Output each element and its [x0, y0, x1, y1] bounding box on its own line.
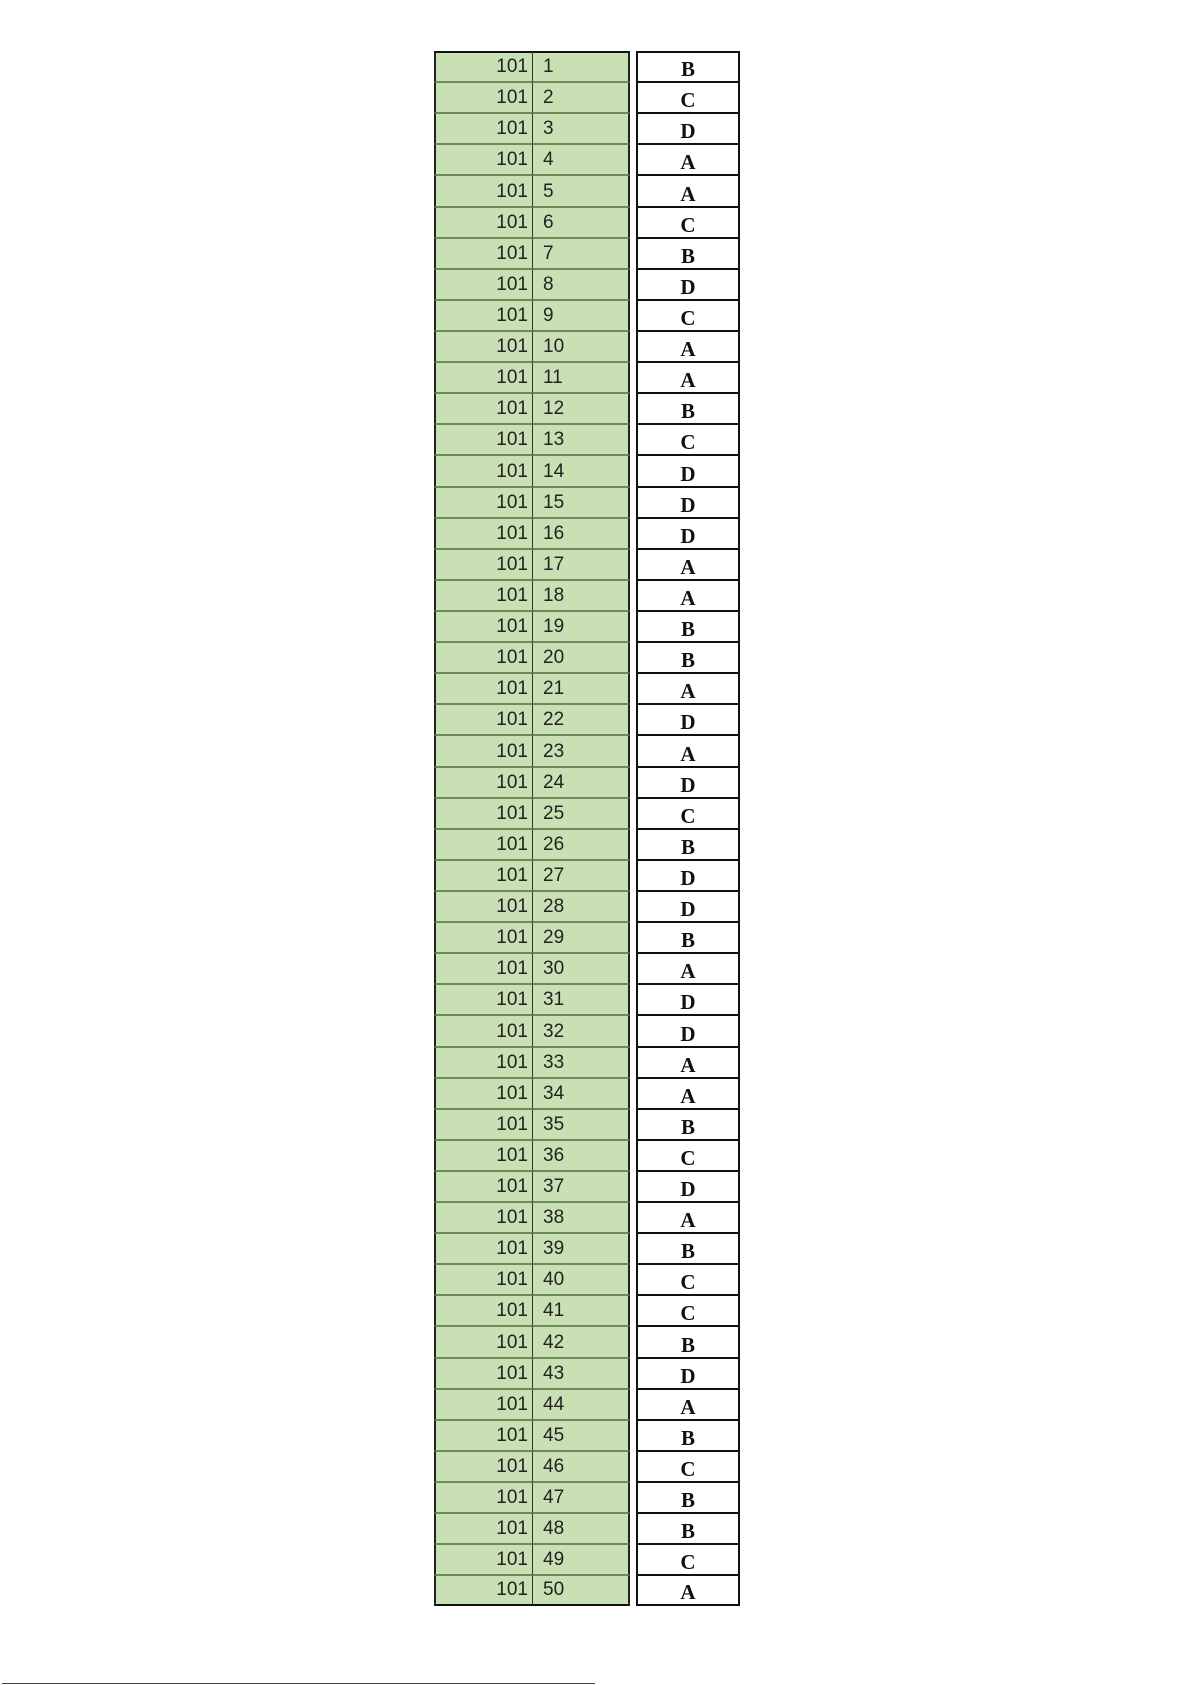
table-row: [434, 1233, 740, 1264]
exam-code-cell: 101: [434, 1015, 533, 1046]
question-number-cell: 23: [533, 735, 630, 766]
table-row: [434, 829, 740, 860]
exam-code-cell: 101: [434, 362, 533, 393]
table-row: [434, 735, 740, 766]
exam-code-cell: 101: [434, 269, 533, 300]
table-row: [434, 269, 740, 300]
question-number-cell: 10: [533, 331, 630, 362]
answer-cell: D: [636, 767, 740, 798]
question-number-cell: 9: [533, 300, 630, 331]
answer-cell: A: [636, 1047, 740, 1078]
table-row: [434, 767, 740, 798]
question-number-cell: 26: [533, 829, 630, 860]
question-number-cell: 28: [533, 891, 630, 922]
answer-cell: B: [636, 393, 740, 424]
table-row: [434, 238, 740, 269]
table-row: [434, 1015, 740, 1046]
exam-code-cell: 101: [434, 113, 533, 144]
answer-cell: A: [636, 735, 740, 766]
exam-code-cell: 101: [434, 704, 533, 735]
exam-code-cell: 101: [434, 1140, 533, 1171]
question-number-cell: 11: [533, 362, 630, 393]
question-number-cell: 19: [533, 611, 630, 642]
question-number-cell: 46: [533, 1451, 630, 1482]
table-row: [434, 1326, 740, 1357]
table-row: [434, 1109, 740, 1140]
question-number-cell: 5: [533, 175, 630, 206]
question-number-cell: 22: [533, 704, 630, 735]
exam-code-cell: 101: [434, 1482, 533, 1513]
question-number-cell: 7: [533, 238, 630, 269]
answer-cell: C: [636, 424, 740, 455]
question-number-cell: 42: [533, 1326, 630, 1357]
exam-code-cell: 101: [434, 829, 533, 860]
exam-code-cell: 101: [434, 1575, 533, 1606]
exam-code-cell: 101: [434, 1078, 533, 1109]
question-number-cell: 27: [533, 860, 630, 891]
exam-code-cell: 101: [434, 1451, 533, 1482]
table-row: [434, 1358, 740, 1389]
answer-cell: D: [636, 860, 740, 891]
exam-code-cell: 101: [434, 144, 533, 175]
question-number-cell: 21: [533, 673, 630, 704]
answer-cell: B: [636, 1109, 740, 1140]
table-row: [434, 704, 740, 735]
answer-cell: B: [636, 238, 740, 269]
exam-code-cell: 101: [434, 735, 533, 766]
table-row: [434, 953, 740, 984]
question-number-cell: 41: [533, 1295, 630, 1326]
table-row: [434, 51, 740, 82]
answer-cell: D: [636, 455, 740, 486]
question-number-cell: 38: [533, 1202, 630, 1233]
exam-code-cell: 101: [434, 1202, 533, 1233]
question-number-cell: 1: [533, 51, 630, 82]
answer-cell: A: [636, 673, 740, 704]
answer-cell: C: [636, 798, 740, 829]
exam-code-cell: 101: [434, 82, 533, 113]
question-number-cell: 29: [533, 922, 630, 953]
question-number-cell: 39: [533, 1233, 630, 1264]
exam-code-cell: 101: [434, 518, 533, 549]
table-row: [434, 860, 740, 891]
answer-cell: B: [636, 611, 740, 642]
table-row: [434, 207, 740, 238]
question-number-cell: 43: [533, 1358, 630, 1389]
exam-code-cell: 101: [434, 984, 533, 1015]
exam-code-cell: 101: [434, 1389, 533, 1420]
exam-code-cell: 101: [434, 455, 533, 486]
table-row: [434, 891, 740, 922]
answer-cell: B: [636, 829, 740, 860]
table-row: [434, 113, 740, 144]
question-number-cell: 34: [533, 1078, 630, 1109]
exam-code-cell: 101: [434, 1295, 533, 1326]
table-row: [434, 1451, 740, 1482]
answer-cell: D: [636, 891, 740, 922]
answer-cell: C: [636, 1140, 740, 1171]
exam-code-cell: 101: [434, 331, 533, 362]
exam-code-cell: 101: [434, 51, 533, 82]
exam-code-cell: 101: [434, 891, 533, 922]
question-number-cell: 37: [533, 1171, 630, 1202]
table-row: [434, 580, 740, 611]
question-number-cell: 18: [533, 580, 630, 611]
answer-cell: B: [636, 922, 740, 953]
question-number-cell: 33: [533, 1047, 630, 1078]
question-number-cell: 12: [533, 393, 630, 424]
table-row: [434, 984, 740, 1015]
answer-cell: A: [636, 1202, 740, 1233]
table-row: [434, 82, 740, 113]
question-number-cell: 14: [533, 455, 630, 486]
question-number-cell: 17: [533, 549, 630, 580]
table-row: [434, 611, 740, 642]
table-row: [434, 1420, 740, 1451]
answer-cell: C: [636, 82, 740, 113]
table-row: [434, 1140, 740, 1171]
question-number-cell: 32: [533, 1015, 630, 1046]
exam-code-cell: 101: [434, 1326, 533, 1357]
question-number-cell: 30: [533, 953, 630, 984]
answer-cell: D: [636, 984, 740, 1015]
exam-code-cell: 101: [434, 1513, 533, 1544]
exam-code-cell: 101: [434, 1358, 533, 1389]
table-row: [434, 1264, 740, 1295]
table-row: [434, 922, 740, 953]
table-row: [434, 144, 740, 175]
exam-code-cell: 101: [434, 953, 533, 984]
table-row: [434, 1389, 740, 1420]
answer-cell: A: [636, 1078, 740, 1109]
table-row: [434, 1575, 740, 1606]
answer-cell: B: [636, 1482, 740, 1513]
exam-code-cell: 101: [434, 1171, 533, 1202]
question-number-cell: 8: [533, 269, 630, 300]
table-row: [434, 642, 740, 673]
question-number-cell: 49: [533, 1544, 630, 1575]
answer-cell: D: [636, 518, 740, 549]
answer-cell: A: [636, 1389, 740, 1420]
answer-cell: A: [636, 144, 740, 175]
answer-cell: C: [636, 1544, 740, 1575]
exam-code-cell: 101: [434, 798, 533, 829]
table-row: [434, 798, 740, 829]
question-number-cell: 40: [533, 1264, 630, 1295]
question-number-cell: 25: [533, 798, 630, 829]
exam-code-cell: 101: [434, 1264, 533, 1295]
exam-code-cell: 101: [434, 393, 533, 424]
question-number-cell: 2: [533, 82, 630, 113]
answer-cell: D: [636, 269, 740, 300]
table-row: [434, 175, 740, 206]
answer-cell: A: [636, 953, 740, 984]
answer-cell: B: [636, 1326, 740, 1357]
question-number-cell: 44: [533, 1389, 630, 1420]
table-row: [434, 393, 740, 424]
question-number-cell: 4: [533, 144, 630, 175]
exam-code-cell: 101: [434, 207, 533, 238]
table-row: [434, 487, 740, 518]
exam-code-cell: 101: [434, 1109, 533, 1140]
table-row: [434, 1171, 740, 1202]
question-number-cell: 20: [533, 642, 630, 673]
answer-cell: C: [636, 300, 740, 331]
question-number-cell: 15: [533, 487, 630, 518]
footer-rule: [2, 1683, 595, 1684]
table-row: [434, 1544, 740, 1575]
table-row: [434, 455, 740, 486]
table-row: [434, 673, 740, 704]
answer-cell: D: [636, 704, 740, 735]
table-row: [434, 1047, 740, 1078]
answer-cell: B: [636, 1233, 740, 1264]
table-row: [434, 331, 740, 362]
exam-code-cell: 101: [434, 549, 533, 580]
table-row: [434, 1202, 740, 1233]
question-number-cell: 24: [533, 767, 630, 798]
answer-cell: A: [636, 580, 740, 611]
table-row: [434, 1513, 740, 1544]
question-number-cell: 16: [533, 518, 630, 549]
exam-code-cell: 101: [434, 487, 533, 518]
table-row: [434, 1078, 740, 1109]
answer-cell: B: [636, 51, 740, 82]
exam-code-cell: 101: [434, 1420, 533, 1451]
answer-cell: A: [636, 331, 740, 362]
table-row: [434, 300, 740, 331]
answer-cell: C: [636, 1451, 740, 1482]
table-row: [434, 518, 740, 549]
answer-cell: A: [636, 362, 740, 393]
question-number-cell: 35: [533, 1109, 630, 1140]
question-number-cell: 6: [533, 207, 630, 238]
exam-code-cell: 101: [434, 175, 533, 206]
answer-key-table: [434, 51, 740, 1607]
exam-code-cell: 101: [434, 860, 533, 891]
table-row: [434, 549, 740, 580]
exam-code-cell: 101: [434, 611, 533, 642]
question-number-cell: 36: [533, 1140, 630, 1171]
answer-cell: C: [636, 1264, 740, 1295]
exam-code-cell: 101: [434, 300, 533, 331]
answer-cell: D: [636, 487, 740, 518]
answer-cell: D: [636, 113, 740, 144]
exam-code-cell: 101: [434, 1233, 533, 1264]
exam-code-cell: 101: [434, 1047, 533, 1078]
answer-cell: C: [636, 1295, 740, 1326]
question-number-cell: 50: [533, 1575, 630, 1606]
exam-code-cell: 101: [434, 673, 533, 704]
exam-code-cell: 101: [434, 238, 533, 269]
answer-cell: C: [636, 207, 740, 238]
answer-cell: B: [636, 1420, 740, 1451]
answer-cell: A: [636, 175, 740, 206]
table-row: [434, 424, 740, 455]
table-row: [434, 1295, 740, 1326]
answer-cell: B: [636, 1513, 740, 1544]
question-number-cell: 3: [533, 113, 630, 144]
exam-code-cell: 101: [434, 424, 533, 455]
exam-code-cell: 101: [434, 922, 533, 953]
answer-cell: D: [636, 1171, 740, 1202]
question-number-cell: 31: [533, 984, 630, 1015]
table-row: [434, 1482, 740, 1513]
answer-cell: A: [636, 549, 740, 580]
table-row: [434, 362, 740, 393]
exam-code-cell: 101: [434, 580, 533, 611]
answer-cell: D: [636, 1015, 740, 1046]
question-number-cell: 13: [533, 424, 630, 455]
question-number-cell: 45: [533, 1420, 630, 1451]
answer-cell: A: [636, 1575, 740, 1606]
question-number-cell: 48: [533, 1513, 630, 1544]
exam-code-cell: 101: [434, 767, 533, 798]
question-number-cell: 47: [533, 1482, 630, 1513]
exam-code-cell: 101: [434, 1544, 533, 1575]
answer-cell: D: [636, 1358, 740, 1389]
answer-cell: B: [636, 642, 740, 673]
exam-code-cell: 101: [434, 642, 533, 673]
